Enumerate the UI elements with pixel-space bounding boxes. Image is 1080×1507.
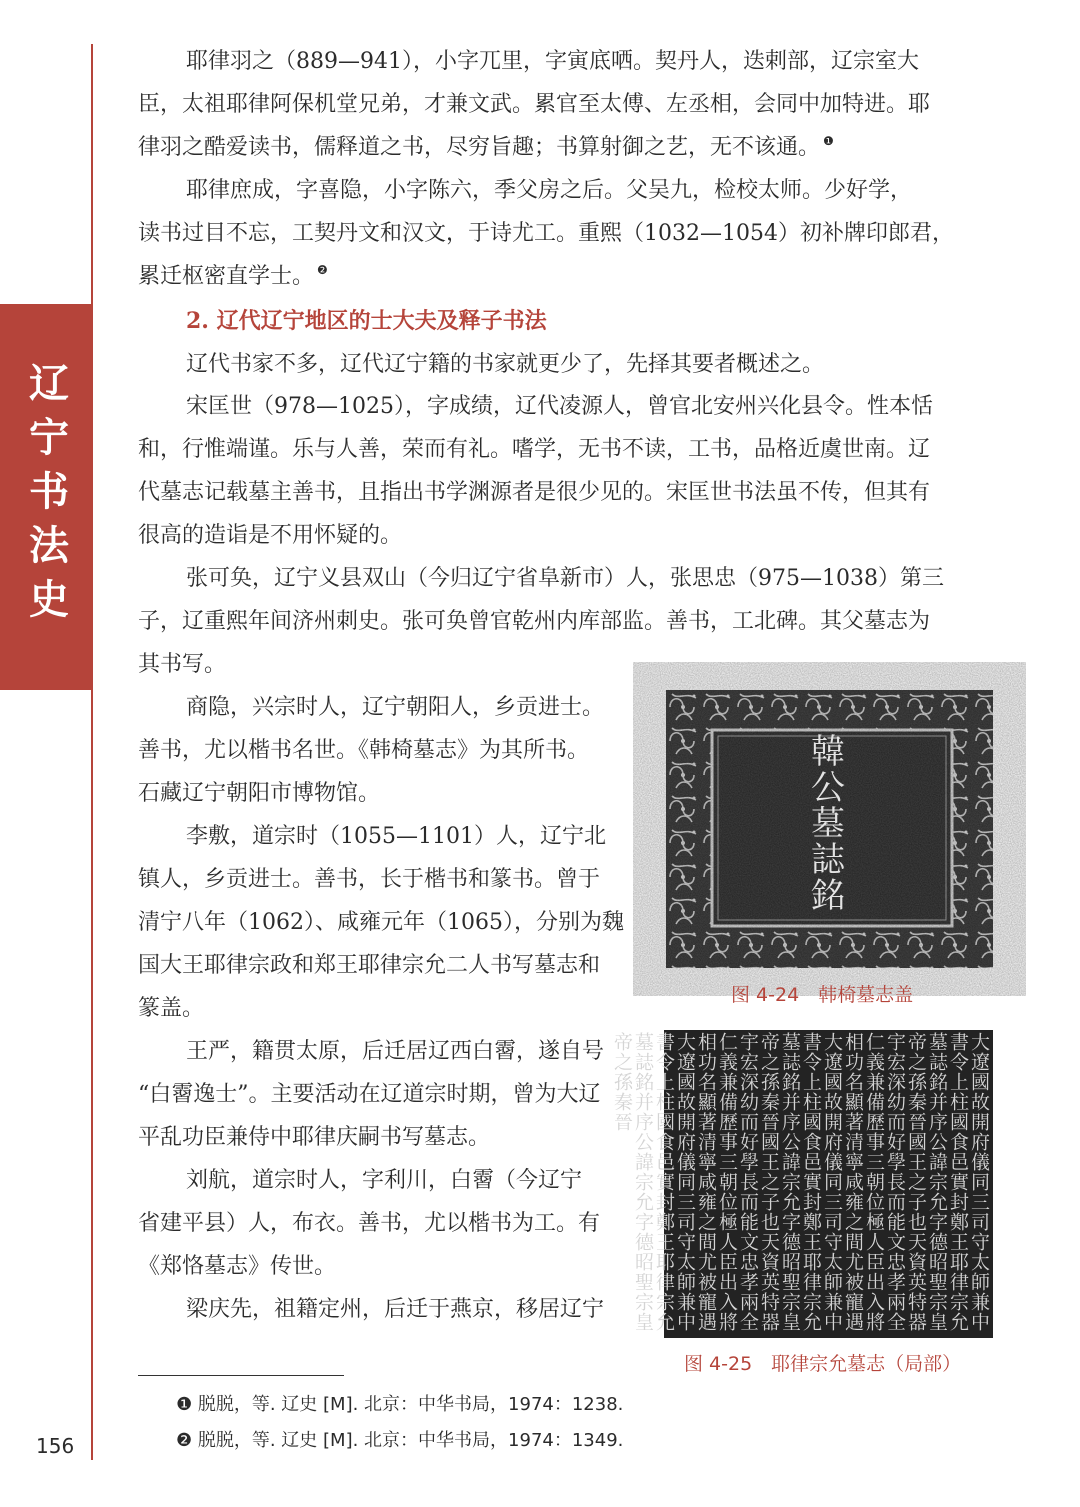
paragraph-song-kuangshi <box>138 385 933 557</box>
text-line: 清宁八年（1062）、咸雍元年（1065），分别为魏 <box>138 910 624 935</box>
paragraph-intro <box>138 343 824 386</box>
text-line: 子，辽重熙年间济州刺史。张可奂曾官乾州内库部监。善书，工北碑。其父墓志为 <box>138 609 931 634</box>
inscription-char: 公 <box>811 768 845 808</box>
figure-yelu-zongyun-epitaph <box>611 1030 993 1338</box>
margin-rule <box>91 44 93 1460</box>
text-line: 其书写。 <box>138 652 227 677</box>
inscription-char: 銘 <box>811 876 845 916</box>
text-line: 很高的造诣是不用怀疑的。 <box>138 523 403 548</box>
paragraph-zhang-kehuan <box>138 557 944 686</box>
text-line: 商隐，兴宗时人，辽宁朝阳人，乡贡进士。 <box>186 695 605 720</box>
paragraph-wang-yan <box>138 1030 604 1159</box>
text-line: 王严，籍贯太原，后迁居辽西白霫，遂自号 <box>186 1039 605 1064</box>
text-line: 耶律庶成，字喜隐，小字陈六，季父房之后。父吴九，检校太师。少好学， <box>186 178 913 203</box>
footnote-marker[interactable]: ❶ <box>823 134 834 148</box>
chapter-side-title: 辽宁书法史 <box>22 362 70 632</box>
text-line: 善书，尤以楷书名世。《韩椅墓志》为其所书。 <box>138 738 590 763</box>
text-line: 省建平县）人，布衣。善书，尤以楷书为工。有 <box>138 1211 601 1236</box>
chapter-side-tab <box>0 304 92 690</box>
section-heading: 2. 辽代辽宁地区的士大夫及释子书法 <box>186 308 547 334</box>
paragraph-liu-hang <box>138 1159 600 1288</box>
text-line: 耶律羽之（889—941），小字兀里，字寅底哂。契丹人，迭剌部，辽宗室大 <box>186 49 919 74</box>
text-line: 石藏辽宁朝阳市博物馆。 <box>138 781 381 806</box>
figure-han-yi-epitaph-lid <box>666 690 993 968</box>
text-span: 律羽之酷爱读书，儒释道之书，尽穷旨趣；书算射御之艺，无不该通。 <box>138 135 821 160</box>
text-line: “白霫逸士”。主要活动在辽道宗时期，曾为大辽 <box>138 1082 601 1107</box>
text-line <box>138 255 954 301</box>
paragraph-liang-qingxian <box>138 1288 604 1331</box>
paragraph-yelu-yuzhi <box>138 40 930 172</box>
text-line: 宋匡世（978—1025），字成绩，辽代凌源人，曾官北安州兴化县令。性本恬 <box>186 394 933 419</box>
epitaph-rubbing-text: 大遼國故開府儀同三司守太師兼中書令上柱國食邑實封鄭王耶律宗允墓誌銘并序公諱宗允字德昭聖宗皇帝之孫秦晉國王之子也天資英特器宇宏深幼而好學長而能文忠孝兩全仁義兼備歷事三朝位極人臣出入將相功名顯著清寧咸雍之間尤被寵遇大遼國故開府儀同三司守太師兼中書令上柱國食邑實封鄭王耶律宗允墓誌銘并序公諱宗允字德昭聖宗皇帝之孫秦晉國王之子也天資英特器宇宏深幼而好學長而能文忠孝兩全仁義兼備歷事三朝位極人臣出入將相功名顯著清寧咸雍之間尤被寵遇大遼國故開府儀同三司守太師兼中書令上柱國食邑實封鄭王耶律宗允墓誌銘并序公諱宗允字德昭聖宗皇帝之孫秦晉 <box>611 1032 990 1332</box>
inscription-char: 墓 <box>811 804 845 844</box>
inscription-char: 誌 <box>811 840 845 880</box>
text-line: 刘航，道宗时人，字利川，白霫（今辽宁 <box>186 1168 583 1193</box>
text-line: 代墓志记载墓主善书，且指出书学渊源者是很少见的。宋匡世书法虽不传，但其有 <box>138 480 931 505</box>
text-span: 累迁枢密直学士。 <box>138 264 315 289</box>
text-line: 张可奂，辽宁义县双山（今归辽宁省阜新市）人，张思忠（975—1038）第三 <box>186 566 944 591</box>
footnote-marker[interactable]: ❷ <box>317 263 328 277</box>
epitaph-lid-inscription <box>798 734 858 914</box>
text-line: 辽代书家不多，辽代辽宁籍的书家就更少了，先择其要者概述之。 <box>186 352 825 377</box>
inscription-char: 韓 <box>811 732 845 772</box>
text-line <box>138 126 930 172</box>
text-line: 梁庆先，祖籍定州，后迁于燕京，移居辽宁 <box>186 1297 605 1322</box>
page-number: 156 <box>36 1434 75 1458</box>
text-line: 和，行惟端谨。乐与人善，荣而有礼。嗜学，无书不读，工书，品格近虞世南。辽 <box>138 437 931 462</box>
text-line: 《郑恪墓志》传世。 <box>138 1254 337 1279</box>
text-line: 篆盖。 <box>138 996 205 1021</box>
text-line: 读书过目不忘，工契丹文和汉文，于诗尤工。重熙（1032—1054）初补牌印郎君， <box>138 221 954 246</box>
text-line: 镇人，乡贡进士。善书，长于楷书和篆书。曾于 <box>138 867 601 892</box>
footnote-1: ❶ 脱脱，等. 辽史 [M]. 北京：中华书局，1974：1238. <box>176 1394 624 1415</box>
footnote-2: ❷ 脱脱，等. 辽史 [M]. 北京：中华书局，1974：1349. <box>176 1430 624 1451</box>
figure-caption-4-25: 图 4-25 耶律宗允墓志（局部） <box>684 1353 962 1375</box>
paragraph-shang-yin <box>138 686 604 815</box>
paragraph-li-fu <box>138 815 624 1030</box>
figure-caption-4-24: 图 4-24 韩椅墓志盖 <box>731 984 914 1006</box>
text-line: 国大王耶律宗政和郑王耶律宗允二人书写墓志和 <box>138 953 601 978</box>
text-line: 平乱功臣兼侍中耶律庆嗣书写墓志。 <box>138 1125 491 1150</box>
text-line: 臣，太祖耶律阿保机堂兄弟，才兼文武。累官至太傅、左丞相，会同中加特进。耶 <box>138 92 931 117</box>
text-line: 李敷，道宗时（1055—1101）人，辽宁北 <box>186 824 606 849</box>
paragraph-yelu-shucheng <box>138 169 954 301</box>
footnote-divider <box>138 1375 344 1376</box>
